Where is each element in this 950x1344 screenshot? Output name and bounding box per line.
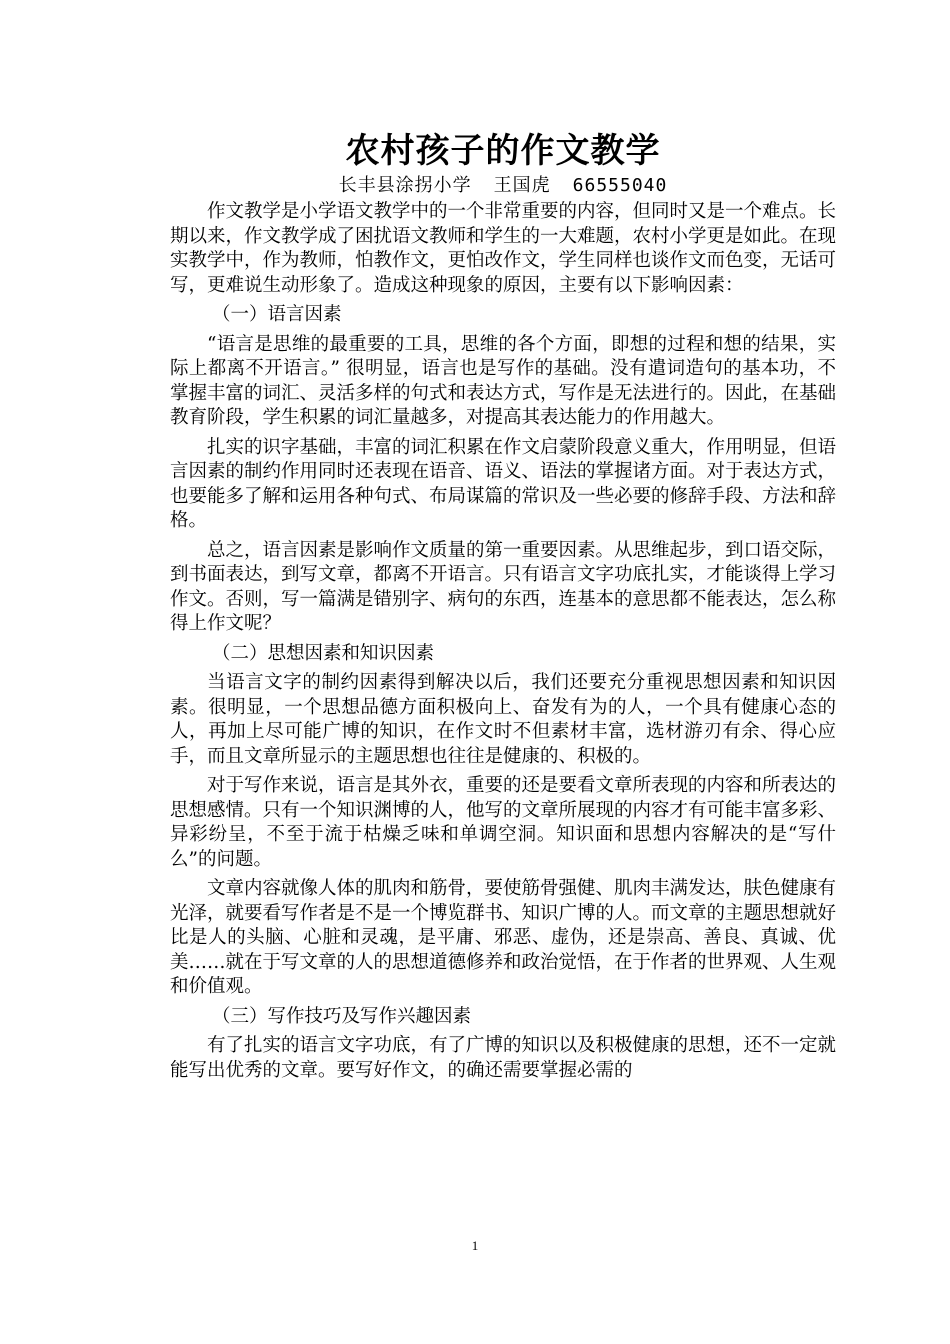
page-number: 1 <box>471 1238 479 1253</box>
paragraph: “语言是思维的最重要的工具，思维的各个方面，即想的过程和想的结果，实际上都离不开语言。” 很明显，语言也是写作的基础。没有遣词造句的基本功，不掌握丰富的词汇、灵活多样的句式和表达方式，写作是无法进行的。因此，在基础教育阶段，学生积累的词汇量越多，对提高其表达能力的作用越大。 <box>170 333 837 428</box>
section-heading-language: （一）语言因素 <box>212 304 342 325</box>
paragraph: 当语言文字的制约因素得到解决以后，我们还要充分重视思想因素和知识因素。很明显，一个思想品德方面积极向上、奋发有为的人，一个具有健康心态的人，再加上尽可能广博的知识，在作文时不但素材丰富，选材游刃有余、得心应手，而且文章所显示的主题思想也往往是健康的、积极的。 <box>170 672 836 767</box>
paragraph: 扎实的识字基础，丰富的词汇积累在作文启蒙阶段意义重大，作用明显，但语言因素的制约作用同时还表现在语音、语义、语法的掌握诸方面。对于表达方式，也要能多了解和运用各种句式、布局谋篇的常识及一些必要的修辞手段、方法和辞格。 <box>170 436 837 531</box>
paragraph: 对于写作来说，语言是其外衣，重要的还是要看文章所表现的内容和所表达的思想感情。只有一个知识渊博的人，他写的文章所展现的内容才有可能丰富多彩、异彩纷呈，不至于流于枯燥乏味和单调空洞。知识面和思想内容解决的是“写什么”的问题。 <box>170 775 837 870</box>
paragraph: 文章内容就像人体的肌肉和筋骨，要使筋骨强健、肌肉丰满发达，肤色健康有光泽，就要看写作者是不是一个博览群书、知识广博的人。而文章的主题思想就好比是人的头脑、心脏和灵魂，是平庸、邪恶、虚伪，还是崇高、善良、真诚、优美……就在于写文章的人的思想道德修养和政治觉悟，在于作者的世界观、人生观和价值观。 <box>170 878 837 997</box>
paragraph: 有了扎实的语言文字功底，有了广博的知识以及积极健康的思想，还不一定就能写出优秀的文章。要写好作文，的确还需要掌握必需的 <box>170 1035 837 1081</box>
document-body <box>170 128 836 1088</box>
author-byline <box>170 174 836 198</box>
section-heading-thought-knowledge: （二）思想因素和知识因素 <box>212 642 435 664</box>
section-heading-writing-skills: （三）写作技巧及写作兴趣因素 <box>212 1005 472 1027</box>
paragraph-intro: 作文教学是小学语文教学中的一个非常重要的内容，但同时又是一个难点。长期以来，作文教学成了困扰语文教师和学生的一大难题，农村小学更是如此。在现实教学中，作为教师，怕教作文，更怕改作文，学生同样也谈作文而色变，无话可写，更难说生动形象了。造成这种现象的原因，主要有以下影响因素： <box>170 201 837 296</box>
school-name: 长丰县涂拐小学 <box>338 175 472 196</box>
paragraph: 总之，语言因素是影响作文质量的第一重要因素。从思维起步，到口语交际，到书面表达，到写文章，都离不开语言。只有语言文字功底扎实，才能谈得上学习作文。否则，写一篇满是错别字、病句的东西，连基本的意思都不能表达，怎么称得上作文呢？ <box>170 539 837 634</box>
author-name: 王国虎 <box>493 175 551 196</box>
author-phone: 66555040 <box>572 175 668 196</box>
document-title: 农村孩子的作文教学 <box>345 131 661 171</box>
